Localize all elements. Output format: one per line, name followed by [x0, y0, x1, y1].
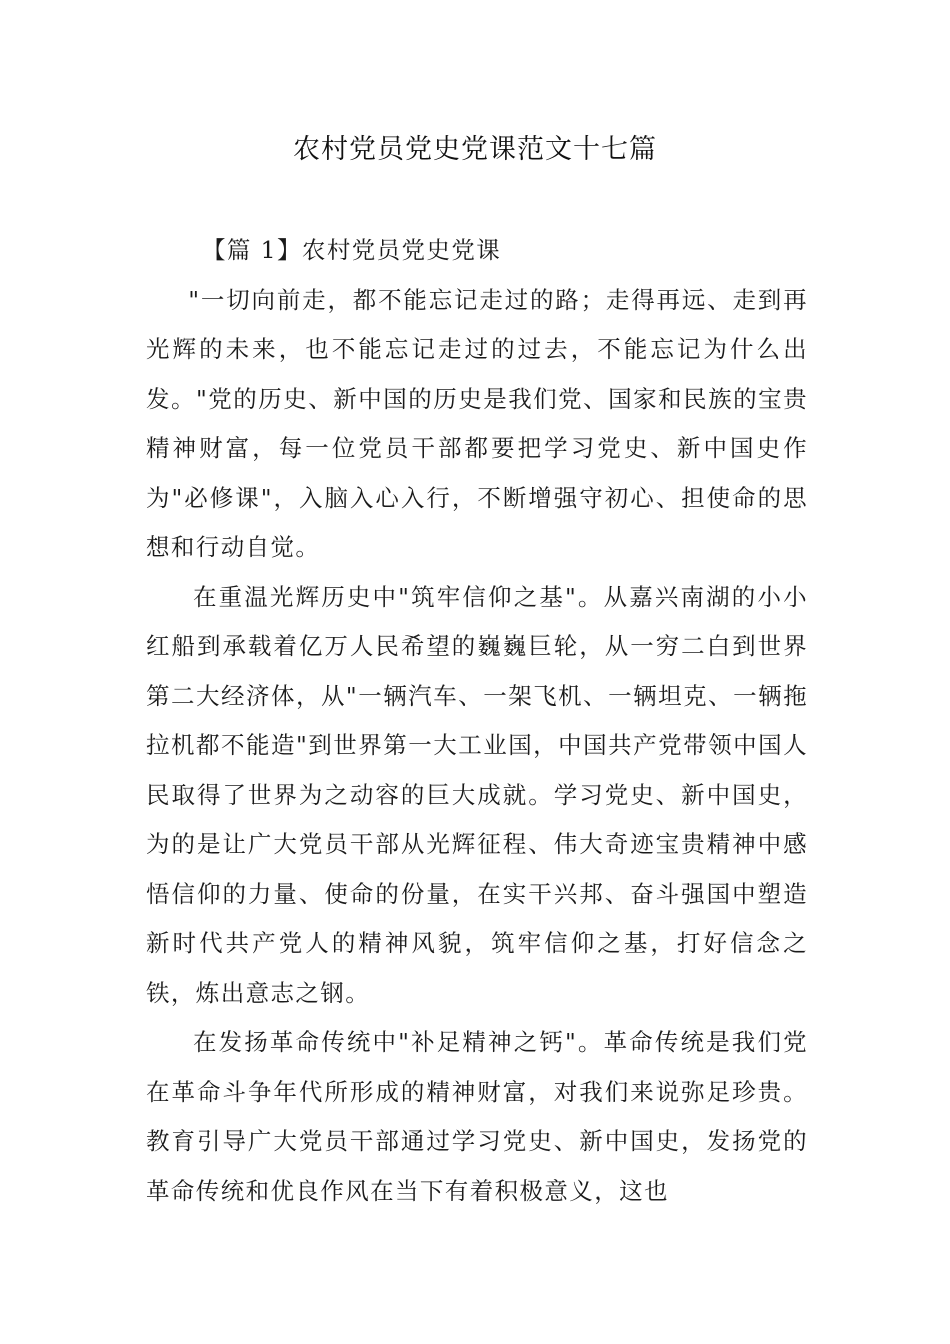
paragraph: 在重温光辉历史中"筑牢信仰之基"。从嘉兴南湖的小小红船到承载着亿万人民希望的巍巍巨轮，从一穷二白到世界第二大经济体，从"一辆汽车、一架飞机、一辆坦克、一辆拖拉机都不能造"到世界第一大工业国，中国共产党带领中国人民取得了世界为之动容的巨大成就。学习党史、新中国史，为的是让广大党员干部从光辉征程、伟大奇迹宝贵精神中感悟信仰的力量、使命的份量，在实干兴邦、奋斗强国中塑造新时代共产党人的精神风貌，筑牢信仰之基，打好信念之铁，炼出意志之钢。 — [146, 582, 808, 1007]
paragraph: "一切向前走，都不能忘记走过的路；走得再远、走到再光辉的未来，也不能忘记走过的过去，不能忘记为什么出发。"党的历史、新中国的历史是我们党、国家和民族的宝贵精神财富，每一位党员干部都要把学习党史、新中国史作为"必修课"，入脑入心入行，不断增强守初心、担使命的思想和行动自觉。 — [146, 285, 808, 561]
document-body — [146, 226, 808, 1216]
paragraph: 在发扬革命传统中"补足精神之钙"。革命传统是我们党在革命斗争年代所形成的精神财富，对我们来说弥足珍贵。教育引导广大党员干部通过学习党史、新中国史，发扬党的革命传统和优良作风在当下有着积极意义，这也 — [146, 1028, 808, 1205]
section-heading: 【篇 1】农村党员党史党课 — [202, 236, 502, 264]
document-title: 农村党员党史党课范文十七篇 — [293, 134, 657, 165]
